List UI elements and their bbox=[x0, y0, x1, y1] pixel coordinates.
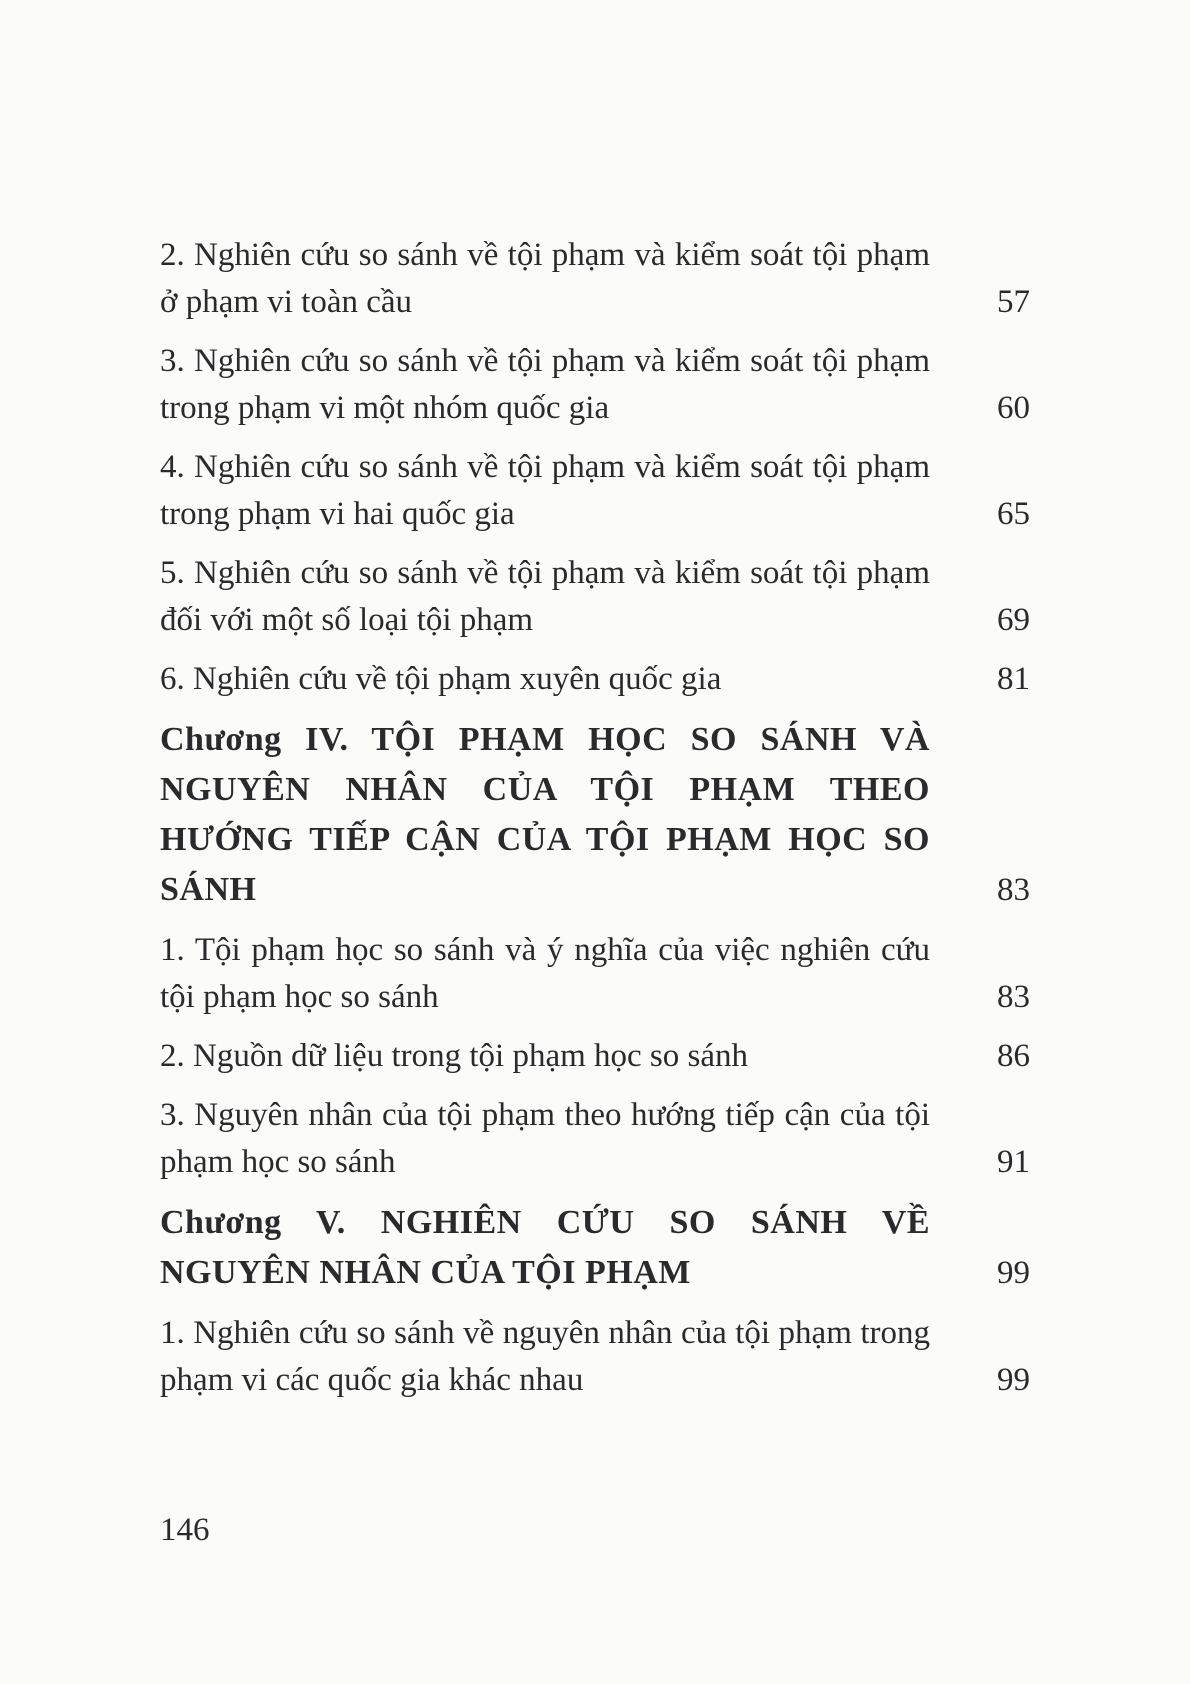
toc-entry bbox=[160, 1092, 1030, 1186]
toc-entry-page: 65 bbox=[997, 496, 1030, 532]
toc-entry-title: 1. Nghiên cứu so sánh về nguyên nhân của tội phạm trong phạm vi các quốc gia khác nhau bbox=[160, 1315, 930, 1398]
toc-entry-page: 81 bbox=[997, 661, 1030, 697]
toc-entry-page: 69 bbox=[997, 602, 1030, 638]
toc-entry-page: 83 bbox=[997, 979, 1030, 1015]
toc-entry-page: 83 bbox=[997, 872, 1030, 908]
toc-entry-title: 2. Nghiên cứu so sánh về tội phạm và kiểm soát tội phạm ở phạm vi toàn cầu bbox=[160, 237, 930, 320]
toc-entry-page: 60 bbox=[997, 390, 1030, 426]
toc-entry bbox=[160, 1033, 1030, 1080]
page-number: 146 bbox=[160, 1512, 210, 1548]
toc-entry bbox=[160, 550, 1030, 644]
toc-entry-title: 4. Nghiên cứu so sánh về tội phạm và kiểm soát tội phạm trong phạm vi hai quốc gia bbox=[160, 449, 930, 532]
toc-entry-title: 3. Nghiên cứu so sánh về tội phạm và kiểm soát tội phạm trong phạm vi một nhóm quốc gia bbox=[160, 343, 930, 426]
toc-entry-page: 99 bbox=[997, 1255, 1030, 1291]
toc-entry-page: 86 bbox=[997, 1038, 1030, 1074]
toc-entry-page: 57 bbox=[997, 284, 1030, 320]
toc-entry-page: 91 bbox=[997, 1144, 1030, 1180]
toc-entry bbox=[160, 338, 1030, 432]
toc-entry-title: 1. Tội phạm học so sánh và ý nghĩa của việc nghiên cứu tội phạm học so sánh bbox=[160, 932, 930, 1015]
toc-chapter-title: Chương IV. TỘI PHẠM HỌC SO SÁNH VÀ NGUYÊN NHÂN CỦA TỘI PHẠM THEO HƯỚNG TIẾP CẬN CỦA TỘI PHẠM HỌC SO SÁNH bbox=[160, 721, 930, 908]
toc-entry bbox=[160, 444, 1030, 538]
toc-chapter-heading bbox=[160, 715, 1030, 915]
toc-entry-title: 3. Nguyên nhân của tội phạm theo hướng tiếp cận của tội phạm học so sánh bbox=[160, 1097, 930, 1180]
toc-entry-title: 6. Nghiên cứu về tội phạm xuyên quốc gia bbox=[160, 661, 722, 697]
toc-entry-title: 5. Nghiên cứu so sánh về tội phạm và kiểm soát tội phạm đối với một số loại tội phạm bbox=[160, 555, 930, 638]
toc-entry bbox=[160, 1310, 1030, 1404]
toc-entry-title: 2. Nguồn dữ liệu trong tội phạm học so sánh bbox=[160, 1038, 748, 1074]
table-of-contents bbox=[160, 232, 1030, 1416]
toc-entry-page: 99 bbox=[997, 1362, 1030, 1398]
toc-entry bbox=[160, 927, 1030, 1021]
toc-entry bbox=[160, 656, 1030, 703]
toc-chapter-heading bbox=[160, 1198, 1030, 1298]
toc-chapter-title: Chương V. NGHIÊN CỨU SO SÁNH VỀ NGUYÊN NHÂN CỦA TỘI PHẠM bbox=[160, 1204, 930, 1291]
toc-entry bbox=[160, 232, 1030, 326]
